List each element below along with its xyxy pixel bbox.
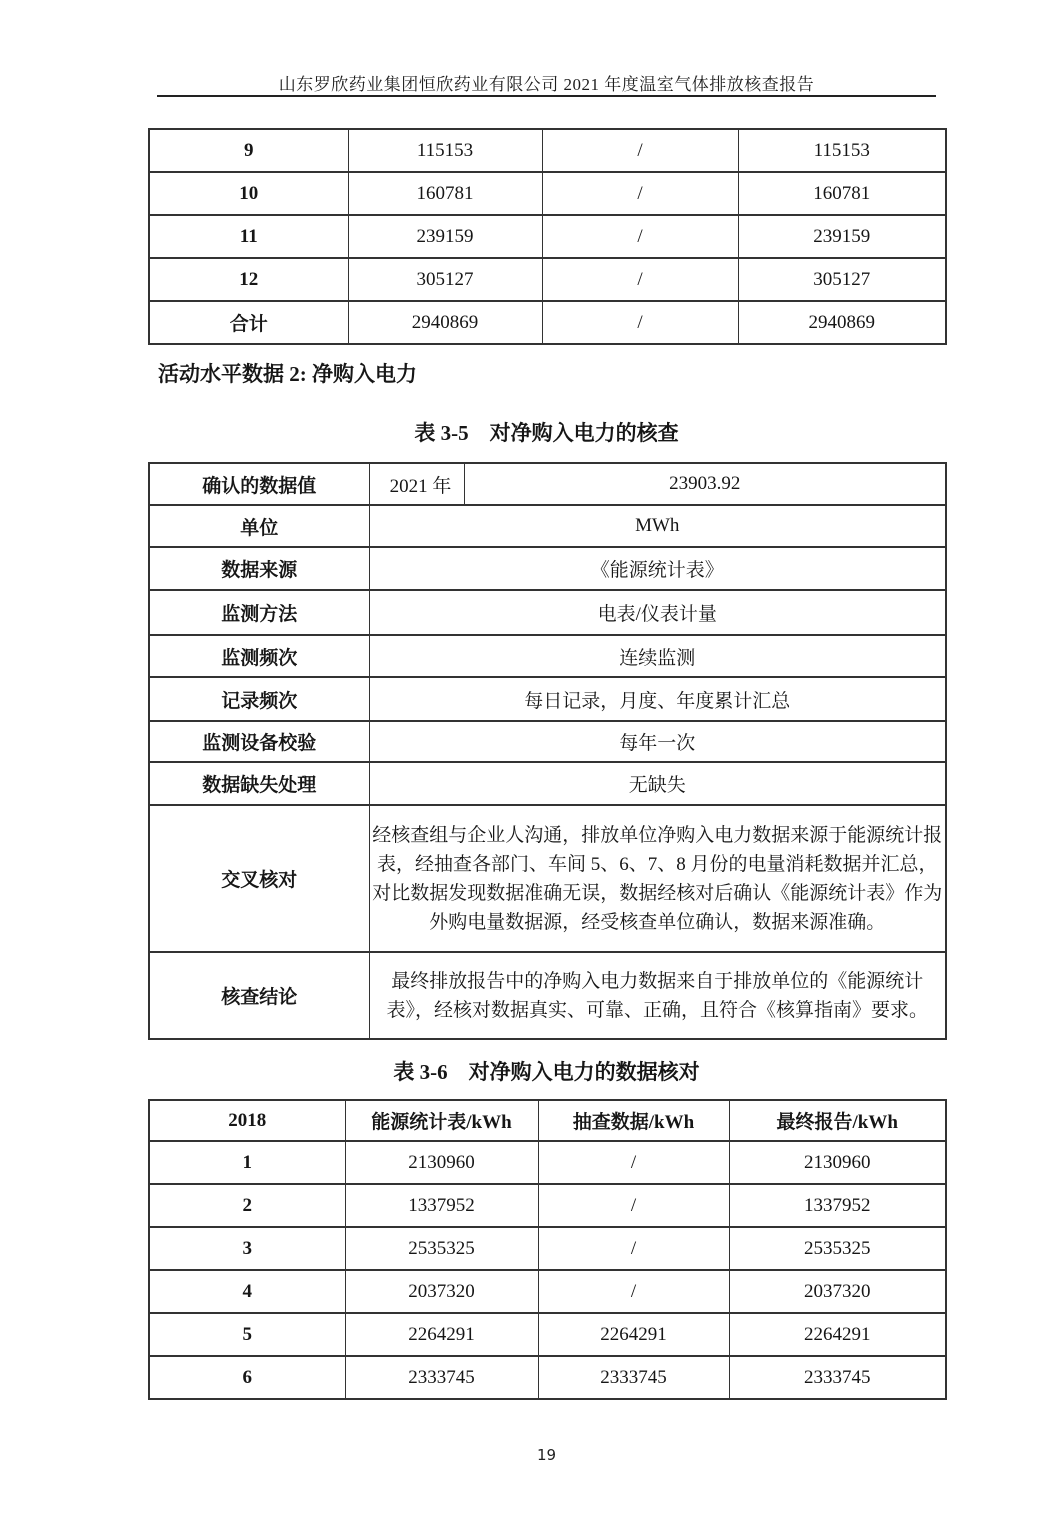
value-cell: 1337952 <box>729 1184 946 1227</box>
value-cell: 2037320 <box>345 1270 538 1313</box>
header-cell: 2018 <box>149 1100 345 1141</box>
table-row <box>149 1184 946 1227</box>
value-cell: 2940869 <box>348 301 542 344</box>
value-cell: / <box>538 1141 729 1184</box>
value-cell: 115153 <box>348 129 542 172</box>
row-label-cell: 4 <box>149 1270 345 1313</box>
value-cell: / <box>542 301 738 344</box>
table-row <box>149 1313 946 1356</box>
value-cell: 2940869 <box>738 301 946 344</box>
table-row <box>149 172 946 215</box>
header-cell: 能源统计表/kWh <box>345 1100 538 1141</box>
value-cell: 每年一次 <box>369 721 946 762</box>
value-cell: 160781 <box>348 172 542 215</box>
table-row-total <box>149 301 946 344</box>
table-row <box>149 547 946 590</box>
value-cell: 2333745 <box>345 1356 538 1399</box>
row-label-cell: 记录频次 <box>149 677 369 721</box>
row-label-cell: 交叉核对 <box>149 805 369 952</box>
value-cell: 305127 <box>738 258 946 301</box>
header-cell: 抽查数据/kWh <box>538 1100 729 1141</box>
table-3-6 <box>148 1099 947 1400</box>
header-cell: 最终报告/kWh <box>729 1100 946 1141</box>
paragraph-cell: 经核查组与企业人沟通，排放单位净购入电力数据来源于能源统计报表，经抽查各部门、车间 5、6、7、8 月份的电量消耗数据并汇总，对比数据发现数据准确无误，数据经核对后确认《能源统计表》作为外购电量数据源，经受核查单位确认，数据来源准确。 <box>369 805 946 952</box>
value-cell: 23903.92 <box>464 463 946 505</box>
value-cell: 无缺失 <box>369 762 946 805</box>
table-row <box>149 463 946 505</box>
value-cell: 2535325 <box>729 1227 946 1270</box>
table-row <box>149 1227 946 1270</box>
value-cell: 115153 <box>738 129 946 172</box>
value-cell: 2333745 <box>729 1356 946 1399</box>
value-cell: 2264291 <box>345 1313 538 1356</box>
table-row <box>149 505 946 547</box>
row-label-cell: 9 <box>149 129 348 172</box>
value-cell: / <box>538 1184 729 1227</box>
table-row <box>149 258 946 301</box>
value-cell: / <box>538 1270 729 1313</box>
row-label-cell: 单位 <box>149 505 369 547</box>
year-cell: 2021 年 <box>369 463 464 505</box>
table-row <box>149 590 946 635</box>
table-row <box>149 129 946 172</box>
value-cell: 电表/仪表计量 <box>369 590 946 635</box>
row-label-cell: 3 <box>149 1227 345 1270</box>
monthly-data-table-continued <box>148 128 947 345</box>
header-rule <box>157 95 936 97</box>
row-label-cell: 2 <box>149 1184 345 1227</box>
value-cell: 2264291 <box>538 1313 729 1356</box>
value-cell: / <box>542 258 738 301</box>
table-row <box>149 1141 946 1184</box>
value-cell: 《能源统计表》 <box>369 547 946 590</box>
value-cell: 1337952 <box>345 1184 538 1227</box>
row-label-cell: 5 <box>149 1313 345 1356</box>
value-cell: MWh <box>369 505 946 547</box>
row-label-cell: 数据缺失处理 <box>149 762 369 805</box>
row-label-cell: 11 <box>149 215 348 258</box>
value-cell: 2535325 <box>345 1227 538 1270</box>
table-row <box>149 677 946 721</box>
table-3-5 <box>148 462 947 1040</box>
row-label-cell: 1 <box>149 1141 345 1184</box>
value-cell: / <box>542 129 738 172</box>
table-row <box>149 215 946 258</box>
paragraph-cell: 最终排放报告中的净购入电力数据来自于排放单位的《能源统计表》，经核对数据真实、可靠、正确，且符合《核算指南》要求。 <box>369 952 946 1039</box>
row-label-cell: 监测方法 <box>149 590 369 635</box>
row-label-cell: 合计 <box>149 301 348 344</box>
value-cell: 2264291 <box>729 1313 946 1356</box>
row-label-cell: 10 <box>149 172 348 215</box>
table-row-conclusion <box>149 952 946 1039</box>
value-cell: / <box>542 215 738 258</box>
value-cell: 2130960 <box>729 1141 946 1184</box>
row-label-cell: 确认的数据值 <box>149 463 369 505</box>
value-cell: 2130960 <box>345 1141 538 1184</box>
value-cell: 连续监测 <box>369 635 946 677</box>
value-cell: 160781 <box>738 172 946 215</box>
row-label-cell: 12 <box>149 258 348 301</box>
value-cell: 239159 <box>348 215 542 258</box>
table-row <box>149 635 946 677</box>
table-row-cross-check <box>149 805 946 952</box>
page-number: 19 <box>536 1446 557 1464</box>
table-row <box>149 1270 946 1313</box>
page-header-title: 山东罗欣药业集团恒欣药业有限公司 2021 年度温室气体排放核查报告 <box>278 75 815 94</box>
row-label-cell: 监测设备校验 <box>149 721 369 762</box>
value-cell: 每日记录，月度、年度累计汇总 <box>369 677 946 721</box>
row-label-cell: 6 <box>149 1356 345 1399</box>
table-header-row <box>149 1100 946 1141</box>
table-row <box>149 1356 946 1399</box>
table-3-5-title: 表 3-5 对净购入电力的核查 <box>414 421 679 445</box>
row-label-cell: 数据来源 <box>149 547 369 590</box>
value-cell: 2037320 <box>729 1270 946 1313</box>
section-heading: 活动水平数据 2: 净购入电力 <box>158 362 417 386</box>
table-row <box>149 762 946 805</box>
row-label-cell: 监测频次 <box>149 635 369 677</box>
value-cell: / <box>542 172 738 215</box>
value-cell: / <box>538 1227 729 1270</box>
row-label-cell: 核查结论 <box>149 952 369 1039</box>
value-cell: 305127 <box>348 258 542 301</box>
table-3-6-title: 表 3-6 对净购入电力的数据核对 <box>393 1060 700 1084</box>
table-row <box>149 721 946 762</box>
value-cell: 2333745 <box>538 1356 729 1399</box>
value-cell: 239159 <box>738 215 946 258</box>
